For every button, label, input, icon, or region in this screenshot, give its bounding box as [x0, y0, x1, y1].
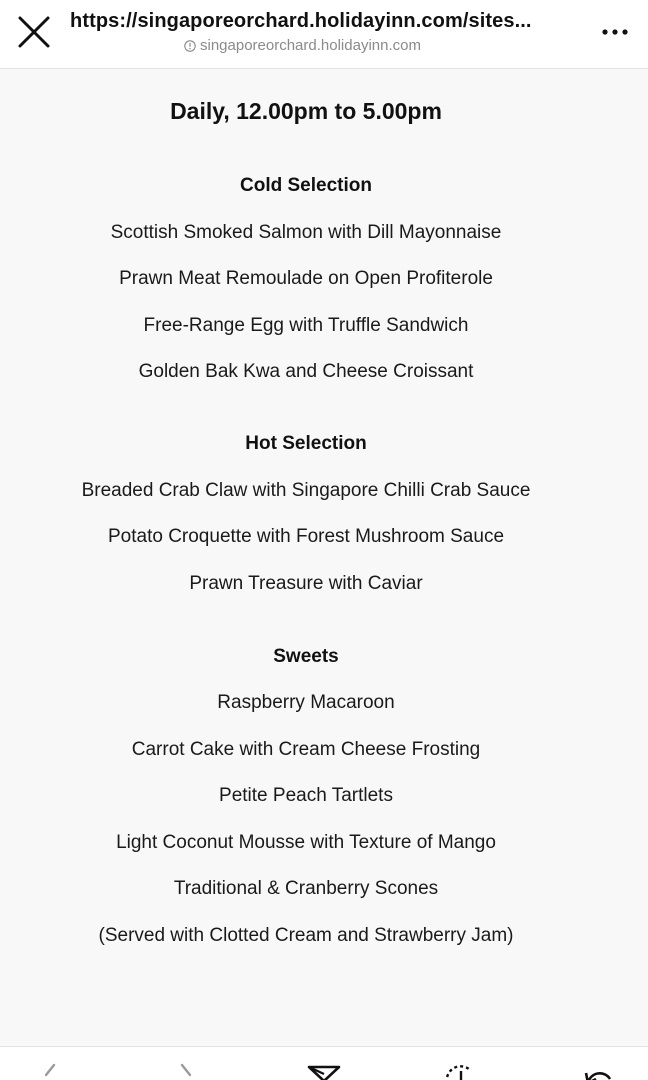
section-title-hot: Hot Selection: [245, 433, 367, 454]
history-icon: [443, 1061, 479, 1080]
close-icon: [17, 15, 51, 49]
menu-item: Petite Peach Tartlets: [219, 785, 393, 806]
domain-row: [184, 37, 580, 55]
address-area[interactable]: [70, 8, 580, 55]
url-text[interactable]: https://singaporeorchard.holidayinn.com/sites...: [70, 10, 532, 32]
menu-item: Prawn Meat Remoulade on Open Profiterole: [119, 268, 493, 289]
history-button[interactable]: [441, 1061, 481, 1080]
info-icon: [184, 40, 196, 52]
menu-item: Potato Croquette with Forest Mushroom Sauce: [107, 526, 505, 547]
more-options-button[interactable]: [598, 18, 632, 46]
section-title-sweets: Sweets: [273, 646, 339, 667]
refresh-icon: [580, 1061, 616, 1080]
menu-item: Traditional & Cranberry Scones: [173, 878, 439, 899]
browser-top-bar: [0, 0, 648, 69]
menu-hours: Daily, 12.00pm to 5.00pm: [170, 98, 442, 124]
menu-item: Light Coconut Mousse with Texture of Mango: [116, 832, 496, 853]
refresh-button[interactable]: [578, 1061, 618, 1080]
menu-item: Scottish Smoked Salmon with Dill Mayonnaise: [110, 222, 502, 243]
domain-text: singaporeorchard.holidayinn.com: [200, 37, 421, 54]
menu-item: Carrot Cake with Cream Cheese Frosting: [131, 739, 481, 760]
menu-item: Prawn Treasure with Caviar: [189, 573, 423, 594]
menu-item: Free-Range Egg with Truffle Sandwich: [143, 315, 469, 336]
menu-item: Golden Bak Kwa and Cheese Croissant: [138, 361, 474, 382]
section-title-cold: Cold Selection: [240, 175, 372, 196]
forward-button[interactable]: [166, 1061, 206, 1080]
share-icon: [306, 1061, 342, 1080]
back-button[interactable]: [30, 1061, 70, 1080]
menu-item: (Served with Clotted Cream and Strawberry Jam): [98, 925, 514, 946]
browser-bottom-toolbar: [0, 1046, 648, 1080]
more-icon: [601, 28, 629, 36]
share-button[interactable]: [304, 1061, 344, 1080]
menu-item: Raspberry Macaroon: [217, 692, 395, 713]
close-button[interactable]: [14, 12, 54, 52]
back-icon: [38, 1061, 62, 1080]
menu-item: Breaded Crab Claw with Singapore Chilli Crab Sauce: [81, 480, 531, 501]
forward-icon: [174, 1061, 198, 1080]
